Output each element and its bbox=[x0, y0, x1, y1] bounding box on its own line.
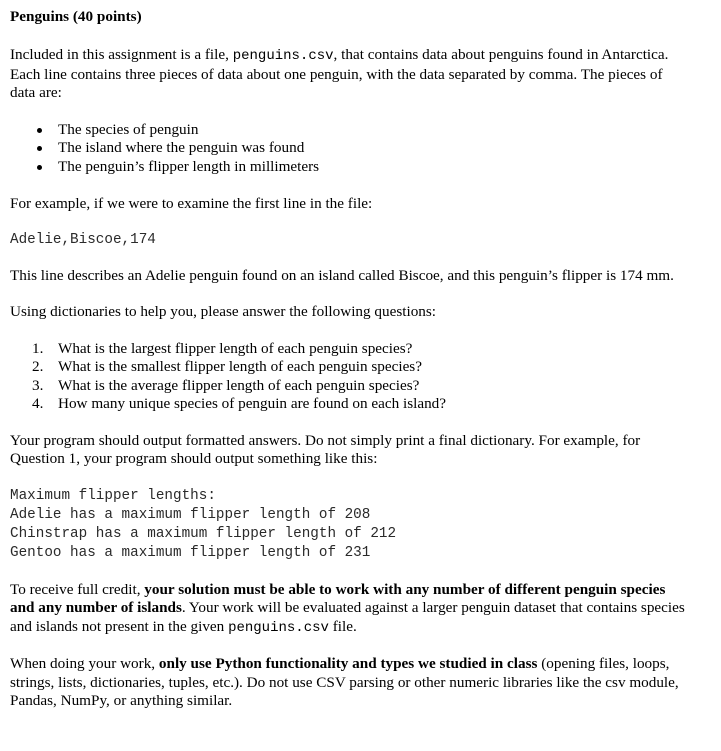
code-line: Gentoo has a maximum flipper length of 231 bbox=[10, 544, 371, 561]
code-line: Adelie has a maximum flipper length of 208 bbox=[10, 506, 371, 523]
list-item bbox=[32, 358, 690, 377]
question-number: 2. bbox=[32, 358, 44, 375]
list-item: The species of penguin bbox=[37, 121, 690, 140]
output-intro: Your program should output formatted answers. Do not simply print a final dictionary. For example, for Question 1, your program should output something like this: bbox=[10, 431, 641, 467]
question-text: What is the largest flipper length of each penguin species? bbox=[58, 339, 413, 357]
credit-filename: penguins.csv bbox=[228, 619, 329, 636]
intro-text-2: , that contains data about penguins found in Antarctica. Each line contains three pieces of data about one penguin, with the data separated by comma. The pieces of data are: bbox=[10, 46, 669, 101]
question-text: What is the average flipper length of each penguin species? bbox=[58, 376, 420, 394]
question-number: 1. bbox=[32, 339, 44, 357]
sample-output-block bbox=[10, 487, 690, 563]
credit-text-1: To receive full credit, bbox=[10, 580, 145, 598]
work-text-2: (opening files, loops, strings, lists, dictionaries, tuples, etc.). Do not use CSV parsing or other numeric libraries like the csv module, Pandas, NumPy, or anything similar. bbox=[10, 655, 679, 709]
list-item bbox=[32, 377, 690, 396]
credit-text-2: . Your work will be evaluated against a larger penguin dataset that contains species and islands not present in the given bbox=[10, 599, 685, 635]
example-intro: For example, if we were to examine the first line in the file: bbox=[10, 195, 373, 212]
list-item bbox=[32, 395, 690, 414]
example-description: This line describes an Adelie penguin found on an island called Biscoe, and this penguin’s flipper is 174 mm. bbox=[10, 266, 674, 284]
question-number: 3. bbox=[32, 376, 44, 394]
page-title: Penguins (40 points) bbox=[10, 8, 142, 25]
questions-intro: Using dictionaries to help you, please answer the following questions: bbox=[10, 303, 437, 320]
work-bold-text: only use Python functionality and types we studied in class bbox=[158, 655, 538, 672]
credit-paragraph bbox=[10, 581, 690, 638]
question-number: 4. bbox=[32, 395, 44, 412]
work-paragraph bbox=[10, 655, 690, 711]
data-fields-list bbox=[10, 121, 690, 177]
list-item: The island where the penguin was found bbox=[37, 139, 690, 158]
questions-list bbox=[10, 340, 690, 414]
credit-text-3: file. bbox=[328, 617, 357, 635]
intro-text-1: Included in this assignment is a file, bbox=[10, 46, 233, 63]
example-line: Adelie,Biscoe,174 bbox=[10, 231, 156, 248]
intro-paragraph bbox=[10, 46, 690, 103]
list-item bbox=[32, 340, 690, 359]
code-line: Chinstrap has a maximum flipper length of 212 bbox=[10, 525, 397, 542]
list-item: The penguin’s flipper length in millimeters bbox=[37, 158, 690, 177]
question-text: How many unique species of penguin are found on each island? bbox=[58, 395, 447, 412]
assignment-document bbox=[10, 8, 690, 711]
question-text: What is the smallest flipper length of each penguin species? bbox=[58, 358, 422, 375]
work-text-1: When doing your work, bbox=[10, 655, 159, 672]
intro-filename: penguins.csv bbox=[232, 48, 334, 64]
credit-bold-text: your solution must be able to work with any number of different penguin species and any number of islands bbox=[10, 580, 666, 616]
code-line: Maximum flipper lengths: bbox=[10, 487, 216, 504]
